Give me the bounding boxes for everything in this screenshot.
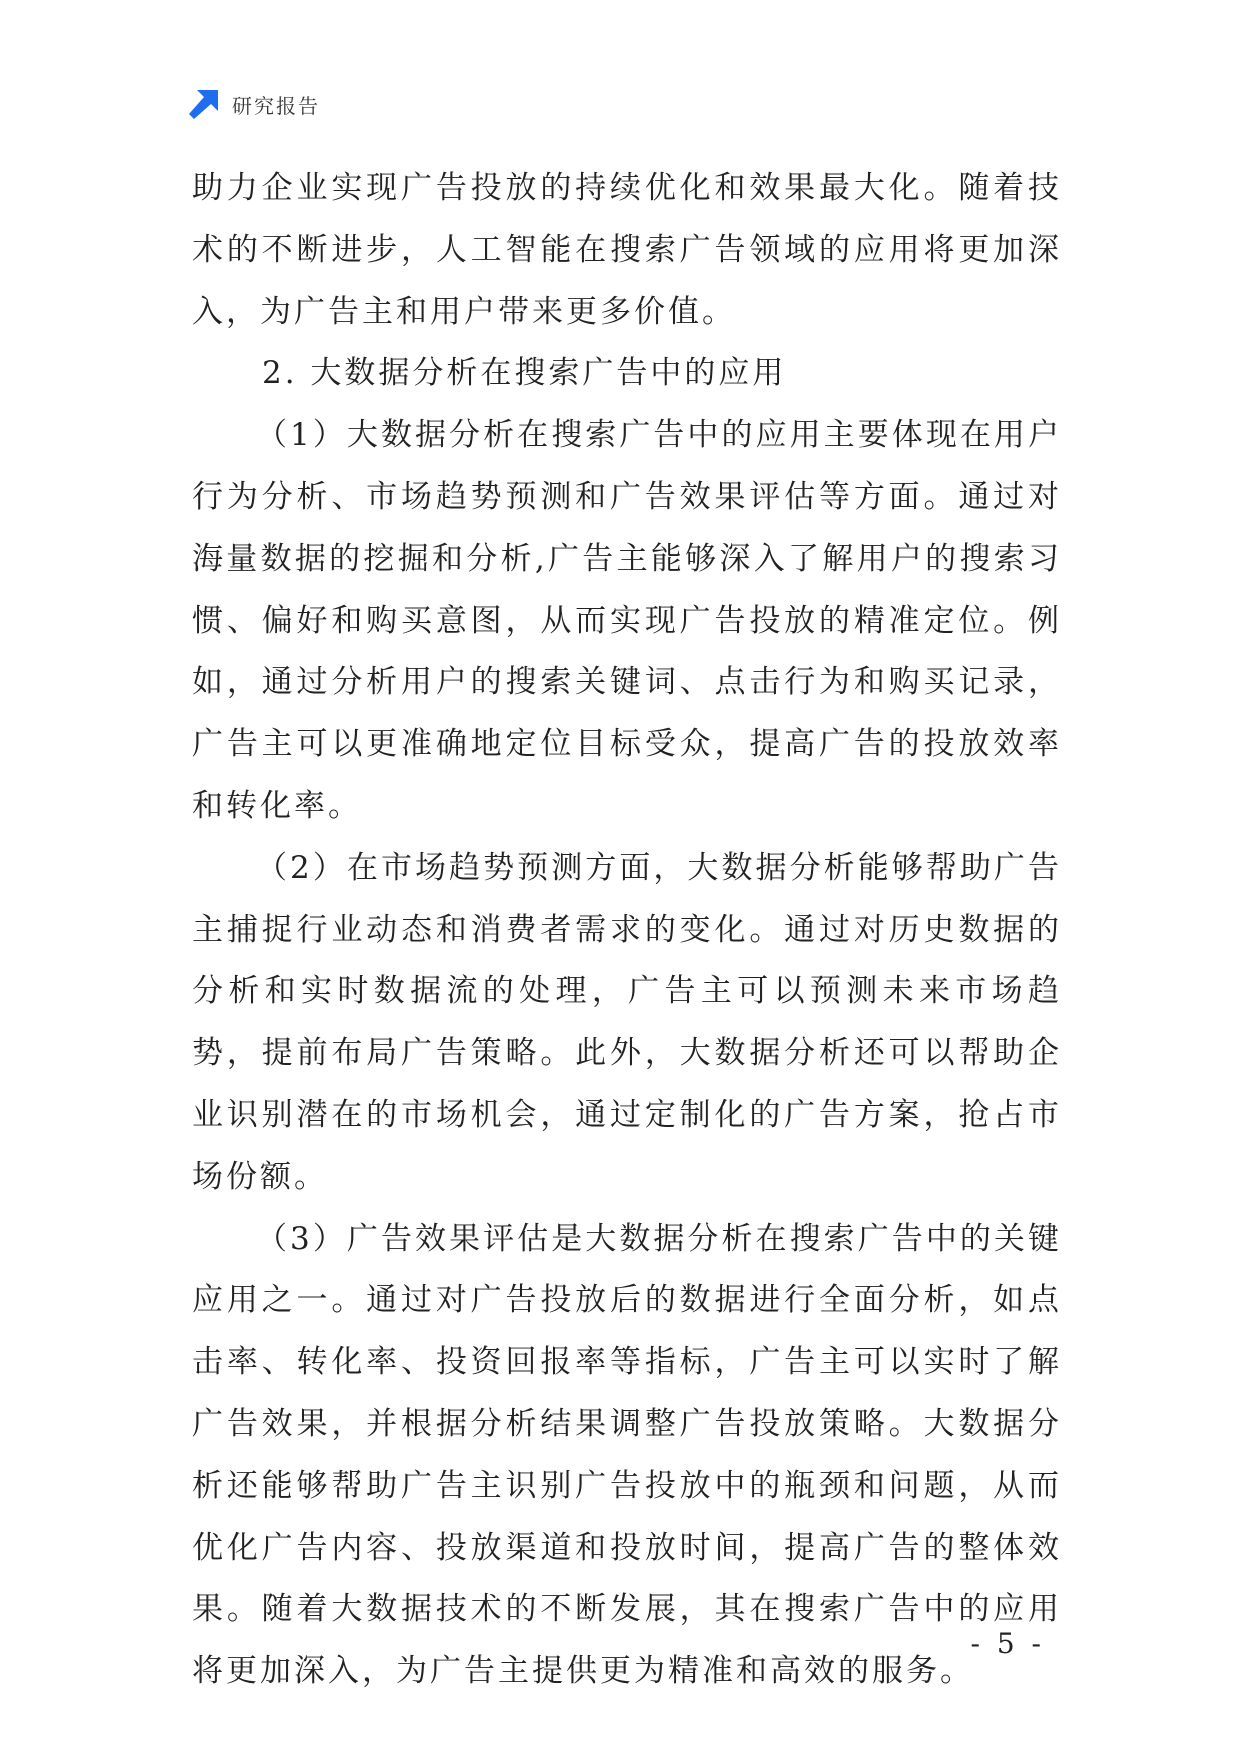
page-number: - 5 - bbox=[970, 1627, 1045, 1660]
page-header bbox=[188, 86, 320, 122]
document-body bbox=[192, 158, 1062, 1703]
paragraph-continuation: 助力企业实现广告投放的持续优化和效果最大化。随着技术的不断进步，人工智能在搜索广告领域的应用将更加深入，为广告主和用户带来更多价值。 bbox=[192, 170, 1062, 330]
paragraph-item-3: （3）广告效果评估是大数据分析在搜索广告中的关键应用之一。通过对广告投放后的数据进行全面分析，如点击率、转化率、投资回报率等指标，广告主可以实时了解广告效果，并根据分析结果调整广告投放策略。大数据分析还能够帮助广告主识别广告投放中的瓶颈和问题，从而优化广告内容、投放渠道和投放时间，提高广告的整体效果。随着大数据技术的不断发展，其在搜索广告中的应用将更加深入，为广告主提供更为精准和高效的服务。 bbox=[192, 1220, 1062, 1690]
section-heading: 2. 大数据分析在搜索广告中的应用 bbox=[262, 355, 787, 392]
paragraph-item-1: （1）大数据分析在搜索广告中的应用主要体现在用户行为分析、市场趋势预测和广告效果评估等方面。通过对海量数据的挖掘和分析,广告主能够深入了解用户的搜索习惯、偏好和购买意图，从而实现广告投放的精准定位。例如，通过分析用户的搜索关键词、点击行为和购买记录，广告主可以更准确地定位目标受众，提高广告的投放效率和转化率。 bbox=[192, 417, 1062, 824]
arrow-up-right-icon bbox=[188, 88, 220, 120]
paragraph-item-2: （2）在市场趋势预测方面，大数据分析能够帮助广告主捕捉行业动态和消费者需求的变化。通过对历史数据的分析和实时数据流的处理，广告主可以预测未来市场趋势，提前布局广告策略。此外，大数据分析还可以帮助企业识别潜在的市场机会，通过定制化的广告方案，抢占市场份额。 bbox=[192, 849, 1062, 1195]
header-title: 研究报告 bbox=[232, 93, 320, 118]
